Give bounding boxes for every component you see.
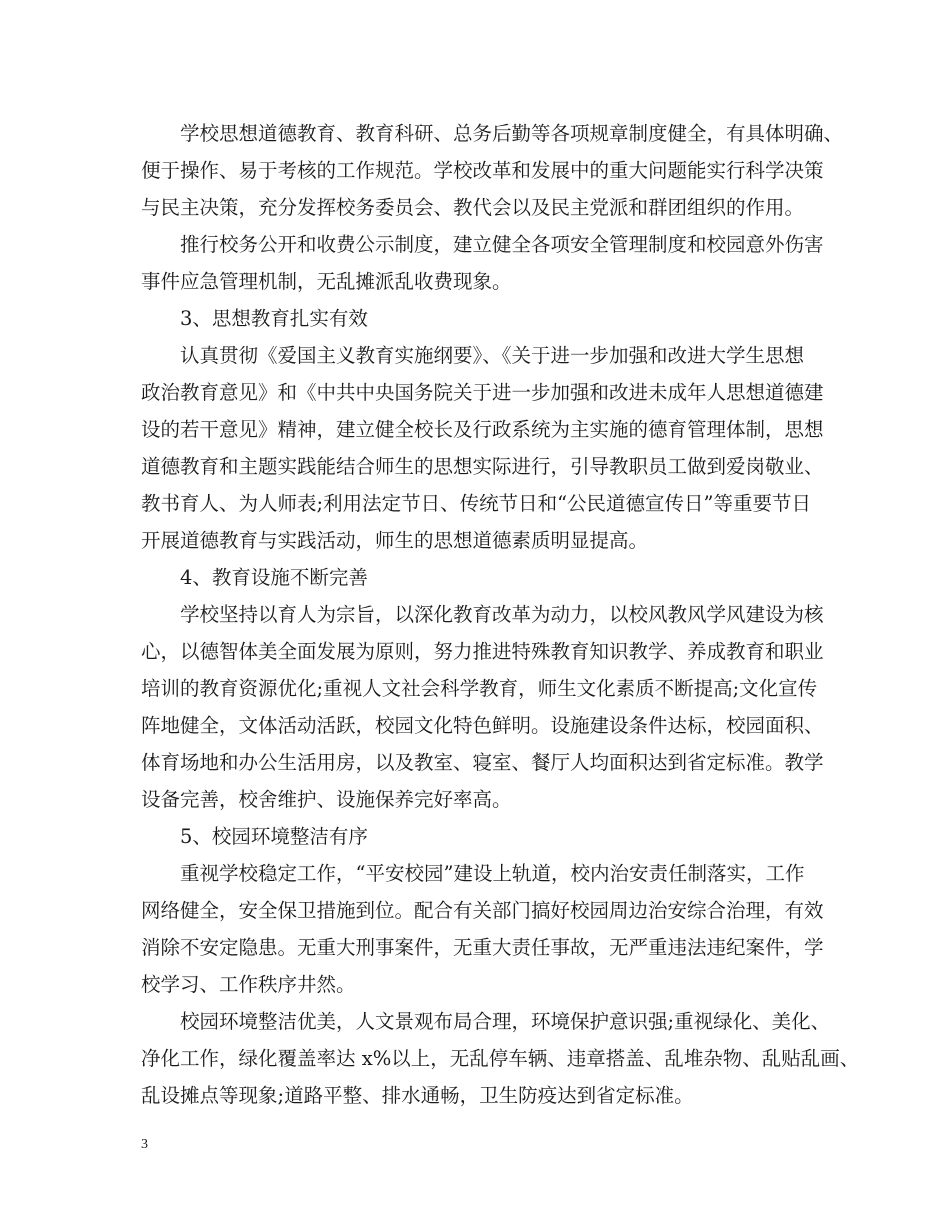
text-line: 心，以德智体美全面发展为原则，努力推进特殊教育知识教学、养成教育和职业 bbox=[141, 640, 824, 663]
text-line: 教书育人、为人师表;利用法定节日、传统节日和“公民道德宣传日”等重要节日 bbox=[141, 492, 812, 515]
document-body bbox=[141, 115, 860, 1114]
text-line: 乱设摊点等现象;道路平整、排水通畅，卫生防疫达到省定标准。 bbox=[141, 1084, 694, 1107]
page-number: 3 bbox=[141, 1137, 148, 1152]
text-line: 道德教育和主题实践能结合师生的思想实际进行，引导教职员工做到爱岗敬业、 bbox=[141, 455, 824, 478]
text-line: 便于操作、易于考核的工作规范。学校改革和发展中的重大问题能实行科学决策 bbox=[141, 159, 824, 182]
text-line: 开展道德教育与实践活动，师生的思想道德素质明显提高。 bbox=[141, 529, 649, 552]
text-line: 重视学校稳定工作，“平安校园”建设上轨道，校内治安责任制落实，工作 bbox=[180, 862, 805, 885]
text-line: 学校坚持以育人为宗旨，以深化教育改革为动力，以校风教风学风建设为核 bbox=[180, 603, 824, 626]
section-heading: 3、思想教育扎实有效 bbox=[180, 307, 368, 330]
section-heading: 5、校园环境整洁有序 bbox=[180, 825, 368, 848]
text-line: 设的若干意见》精神，建立健全校长及行政系统为主实施的德育管理体制，思想 bbox=[141, 418, 824, 441]
section-heading: 4、教育设施不断完善 bbox=[180, 566, 368, 589]
text-line: 校园环境整洁优美，人文景观布局合理，环境保护意识强;重视绿化、美化、 bbox=[180, 1010, 831, 1033]
text-line: 认真贯彻《爱国主义教育实施纲要》、《关于进一步加强和改进大学生思想 bbox=[180, 344, 805, 367]
text-line: 设备完善，校舍维护、设施保养完好率高。 bbox=[141, 788, 512, 811]
text-line: 消除不安定隐患。无重大刑事案件，无重大责任事故，无严重违法违纪案件，学 bbox=[141, 936, 824, 959]
text-line: 学校思想道德教育、教育科研、总务后勤等各项规章制度健全，有具体明确、 bbox=[180, 122, 844, 145]
text-line: 政治教育意见》和《中共中央国务院关于进一步加强和改进未成年人思想道德建 bbox=[141, 381, 824, 404]
text-line: 校学习、工作秩序井然。 bbox=[141, 973, 356, 996]
text-line: 体育场地和办公生活用房，以及教室、寝室、餐厅人均面积达到省定标准。教学 bbox=[141, 751, 824, 774]
text-line: 网络健全，安全保卫措施到位。配合有关部门搞好校园周边治安综合治理，有效 bbox=[141, 899, 824, 922]
text-line: 与民主决策，充分发挥校务委员会、教代会以及民主党派和群团组织的作用。 bbox=[141, 196, 805, 219]
text-line: 培训的教育资源优化;重视人文社会科学教育，师生文化素质不断提高;文化宣传 bbox=[141, 677, 818, 700]
text-line: 净化工作，绿化覆盖率达 x%以上，无乱停车辆、违章搭盖、乱堆杂物、乱贴乱画、 bbox=[141, 1047, 860, 1070]
text-line: 事件应急管理机制，无乱摊派乱收费现象。 bbox=[141, 270, 512, 293]
text-line: 阵地健全，文体活动活跃，校园文化特色鲜明。设施建设条件达标，校园面积、 bbox=[141, 714, 824, 737]
text-line: 推行校务公开和收费公示制度，建立健全各项安全管理制度和校园意外伤害 bbox=[180, 233, 824, 256]
